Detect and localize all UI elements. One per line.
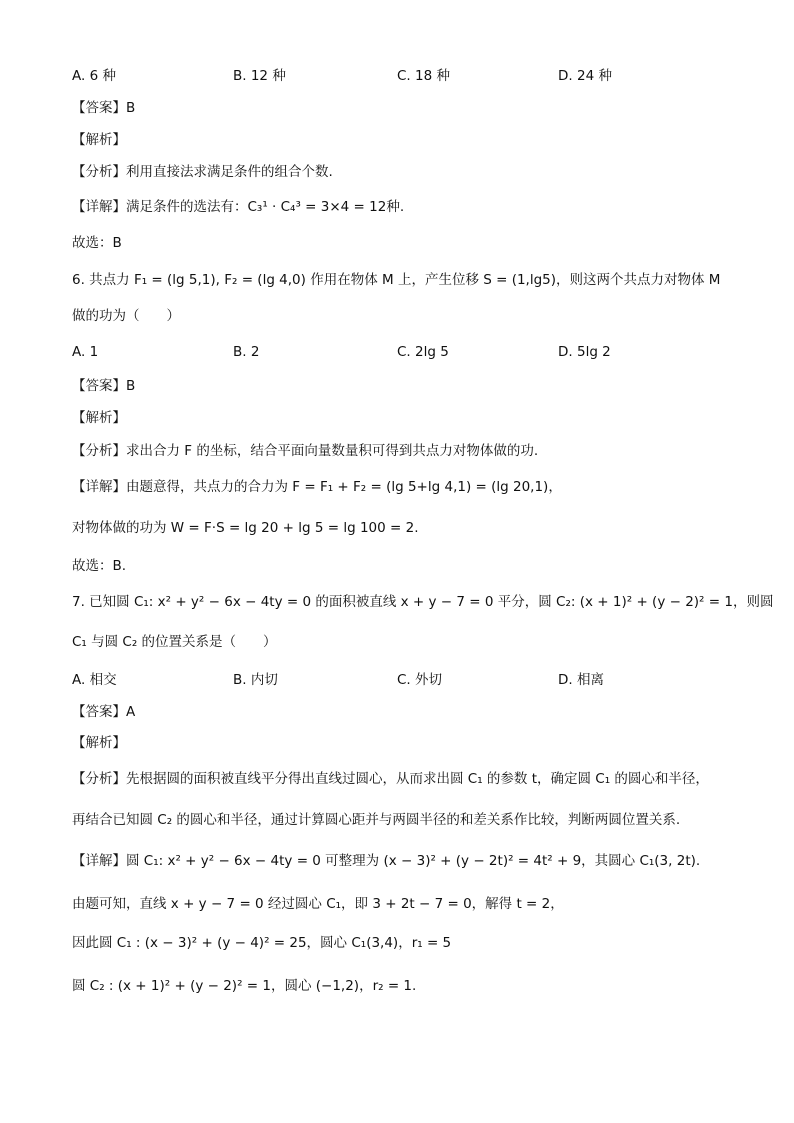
q5-analysis-heading: 【解析】 [72, 132, 126, 148]
q7-option-c: C. 外切 [397, 672, 443, 688]
q6-fenxi: 【分析】求出合力 F 的坐标，结合平面向量数量积可得到共点力对物体做的功. [72, 443, 539, 459]
q7-stem-line2: C₁ 与圆 C₂ 的位置关系是（ ） [72, 634, 277, 650]
q7-fenxi-line1: 【分析】先根据圆的面积被直线平分得出直线过圆心，从而求出圆 C₁ 的参数 t，确定圆 C₁ 的圆心和半径， [72, 771, 709, 787]
q6-option-a: A. 1 [72, 344, 99, 360]
q7-answer: 【答案】A [72, 704, 136, 720]
q5-option-a: A. 6 种 [72, 68, 116, 84]
q6-work: 对物体做的功为 W = F·S = lg 20 + lg 5 = lg 100 = 2. [72, 520, 419, 536]
q7-step1: 由题可知，直线 x + y − 7 = 0 经过圆心 C₁，即 3 + 2t − 7 = 0，解得 t = 2， [72, 896, 564, 912]
q6-option-b: B. 2 [233, 344, 260, 360]
q7-stem-line1: 7. 已知圆 C₁: x² + y² − 6x − 4ty = 0 的面积被直线 x + y − 7 = 0 平分，圆 C₂: (x + 1)² + (y − 2)² = 1，则圆 [72, 594, 774, 610]
q6-stem-line2: 做的功为（ ） [72, 308, 180, 324]
q6-option-c: C. 2lg 5 [397, 344, 449, 360]
q6-xiangjie: 【详解】由题意得，共点力的合力为 F = F₁ + F₂ = (lg 5+lg 4,1) = (lg 20,1)， [72, 479, 562, 495]
q6-analysis-heading: 【解析】 [72, 410, 126, 426]
q6-guxuan: 故选：B. [72, 558, 127, 574]
q7-analysis-heading: 【解析】 [72, 735, 126, 751]
q6-stem-line1: 6. 共点力 F₁ = (lg 5,1), F₂ = (lg 4,0) 作用在物体 M 上，产生位移 S = (1,lg5)，则这两个共点力对物体 M [72, 272, 721, 288]
q5-answer: 【答案】B [72, 100, 136, 116]
q5-fenxi: 【分析】利用直接法求满足条件的组合个数. [72, 164, 333, 180]
q7-option-a: A. 相交 [72, 672, 117, 688]
q7-step2: 因此圆 C₁ : (x − 3)² + (y − 4)² = 25，圆心 C₁(3,4)，r₁ = 5 [72, 935, 452, 951]
q5-xiangjie: 【详解】满足条件的选法有：C₃¹ · C₄³ = 3×4 = 12种. [72, 199, 405, 215]
q5-option-b: B. 12 种 [233, 68, 286, 84]
q7-step3: 圆 C₂ : (x + 1)² + (y − 2)² = 1，圆心 (−1,2)，r₂ = 1. [72, 978, 417, 994]
q5-guxuan: 故选：B [72, 235, 122, 251]
q7-option-b: B. 内切 [233, 672, 278, 688]
q5-option-c: C. 18 种 [397, 68, 450, 84]
q6-option-d: D. 5lg 2 [558, 344, 611, 360]
q5-option-d: D. 24 种 [558, 68, 612, 84]
q7-xiangjie: 【详解】圆 C₁: x² + y² − 6x − 4ty = 0 可整理为 (x − 3)² + (y − 2t)² = 4t² + 9，其圆心 C₁(3, 2t). [72, 853, 701, 869]
q6-answer: 【答案】B [72, 378, 136, 394]
q7-option-d: D. 相离 [558, 672, 604, 688]
q7-fenxi-line2: 再结合已知圆 C₂ 的圆心和半径，通过计算圆心距并与两圆半径的和差关系作比较，判断两圆位置关系. [72, 812, 681, 828]
